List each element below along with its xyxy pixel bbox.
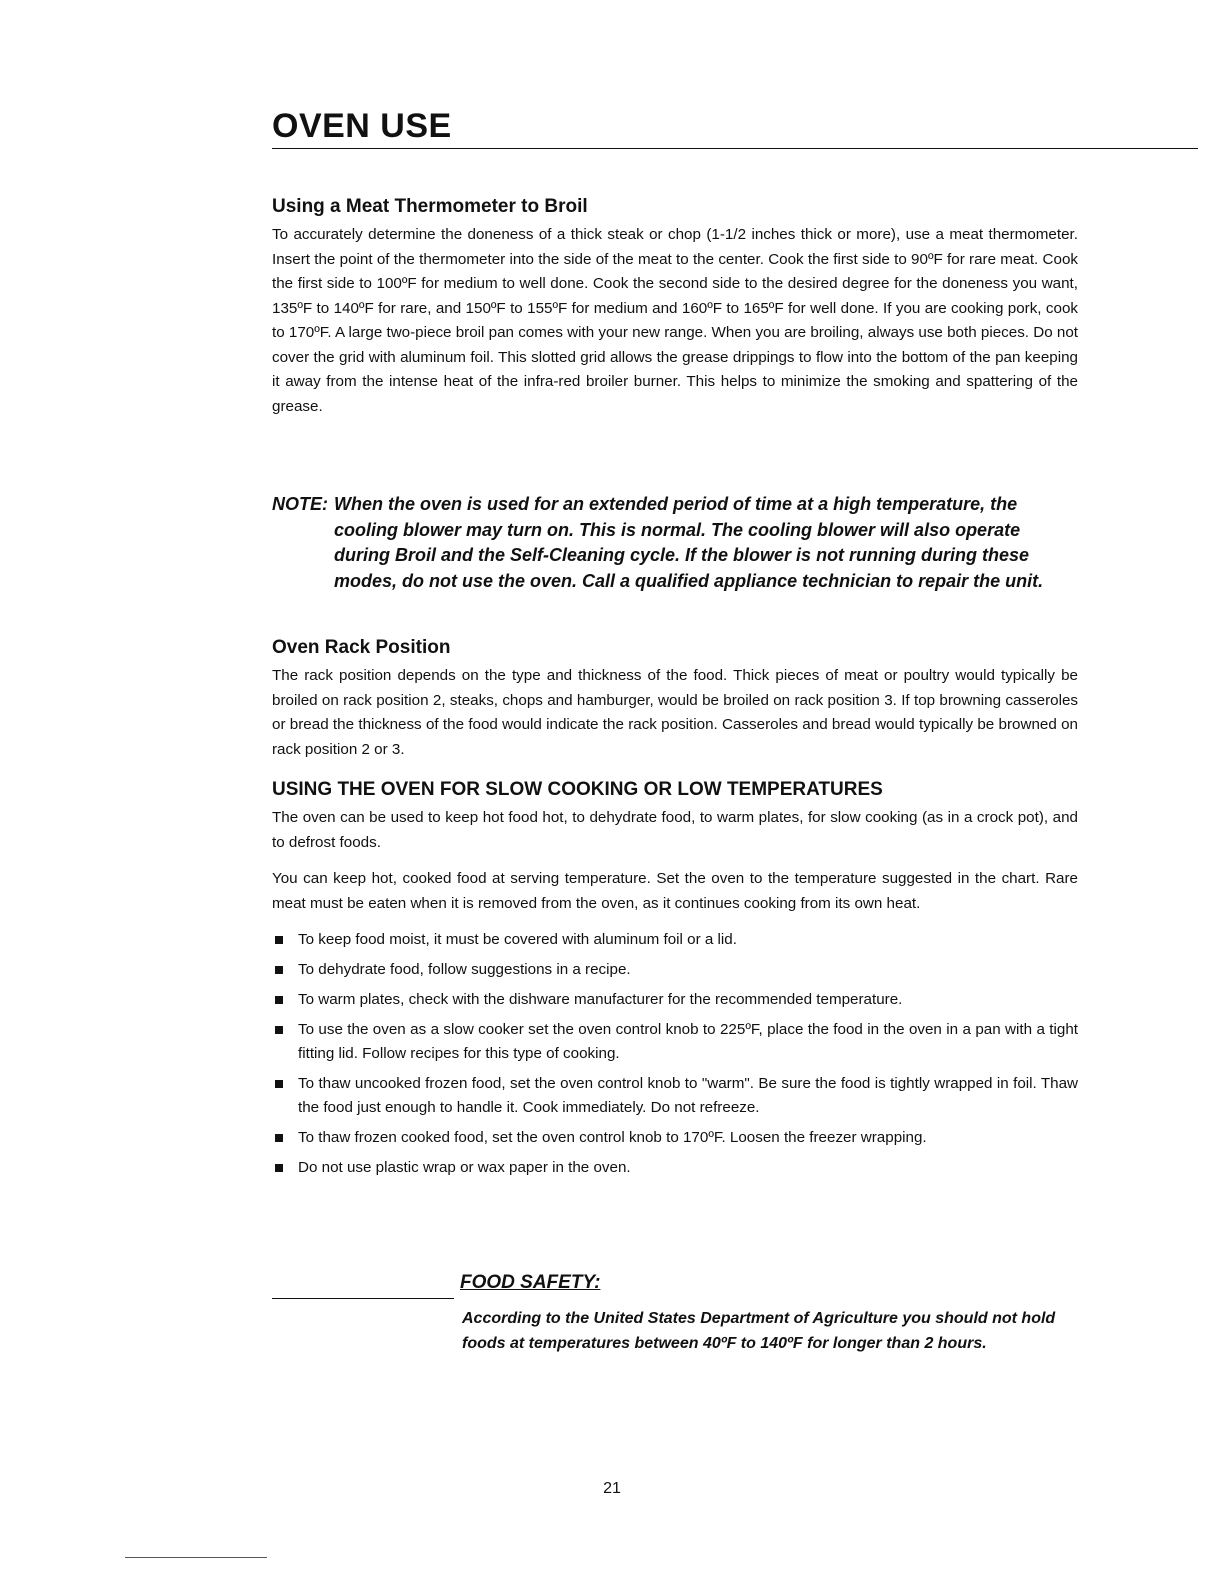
list-item: To dehydrate food, follow suggestions in a recipe. (272, 958, 1078, 982)
list-item: To use the oven as a slow cooker set the oven control knob to 225ºF, place the food in the oven in a pan with a tight fitting lid. Follow recipes for this type of cooking. (272, 1018, 1078, 1066)
food-safety-text: According to the United States Department of Agriculture you should not hold foods at temperatures between 40ºF to 140ºF for longer than 2 hours. (462, 1310, 1056, 1352)
slow-cooking-section (272, 778, 1078, 1186)
square-bullet-icon (275, 1164, 283, 1172)
meat-thermometer-heading: Using a Meat Thermometer to Broil (272, 196, 588, 217)
rack-position-text: The rack position depends on the type and thickness of the food. Thick pieces of meat or poultry would typically be broiled on rack position 2, steaks, chops and hamburger, would be broiled on rack position 3. If top browning casseroles or bread the thickness of the food would indicate the rack position. Casseroles and bread would typically be browned on rack position 2 or 3. (272, 667, 1078, 758)
meat-thermometer-text: To accurately determine the doneness of a thick steak or chop (1-1/2 inches thick or more), use a meat thermometer. Insert the point of the thermometer into the side of the meat to the center. Cook the first side to 90ºF for rare meat. Cook the first side to 100ºF for medium to well done. Cook the second side to the desired degree for the doneness you want, 135ºF to 140ºF for rare, and 150ºF to 155ºF for medium and 160ºF to 165ºF for well done. If you are cooking pork, cook to 170ºF. A large two-piece broil pan comes with your new range. When you are broiling, always use both pieces. Do not cover the grid with aluminum foil. This slotted grid allows the grease drippings to flow into the bottom of the pan keeping it away from the intense heat of the infra-red broiler burner. This helps to minimize the smoking and spattering of the grease. (272, 226, 1078, 415)
note-text: When the oven is used for an extended period of time at a high temperature, the cooling blower may turn on. This is normal. The cooling blower will also operate during Broil and the Self-Cleaning cycle. If the blower is not running during these modes, do not use the oven. Call a qualified appliance technician to repair the unit. (334, 494, 1044, 591)
footer-divider (125, 1557, 267, 1558)
page-title: OVEN USE (272, 104, 1198, 149)
square-bullet-icon (275, 996, 283, 1004)
note-label: NOTE: (272, 494, 328, 514)
square-bullet-icon (275, 966, 283, 974)
food-safety-rule (272, 1298, 454, 1299)
rack-position-section (272, 636, 1078, 762)
slow-cooking-intro: The oven can be used to keep hot food hot, to dehydrate food, to warm plates, for slow cooking (as in a crock pot), and to defrost foods. (272, 809, 1078, 851)
square-bullet-icon (275, 1026, 283, 1034)
square-bullet-icon (275, 1134, 283, 1142)
list-item: Do not use plastic wrap or wax paper in the oven. (272, 1156, 1078, 1180)
page-number: 21 (603, 1480, 621, 1497)
list-item: To warm plates, check with the dishware manufacturer for the recommended temperature. (272, 988, 1078, 1012)
note-block (272, 492, 1062, 594)
slow-cooking-bullets (272, 928, 1078, 1180)
rack-position-heading: Oven Rack Position (272, 637, 451, 658)
list-item: To keep food moist, it must be covered with aluminum foil or a lid. (272, 928, 1078, 952)
meat-thermometer-section (272, 195, 1078, 419)
square-bullet-icon (275, 1080, 283, 1088)
list-item: To thaw frozen cooked food, set the oven control knob to 170ºF. Loosen the freezer wrapping. (272, 1126, 1078, 1150)
square-bullet-icon (275, 936, 283, 944)
food-safety-title: FOOD SAFETY: (460, 1272, 601, 1293)
slow-cooking-para2: You can keep hot, cooked food at serving temperature. Set the oven to the temperature suggested in the chart. Rare meat must be eaten when it is removed from the oven, as it continues cooking from its own heat. (272, 870, 1078, 912)
slow-cooking-heading: USING THE OVEN FOR SLOW COOKING OR LOW TEMPERATURES (272, 779, 883, 800)
list-item: To thaw uncooked frozen food, set the oven control knob to "warm". Be sure the food is tightly wrapped in foil. Thaw the food just enough to handle it. Cook immediately. Do not refreeze. (272, 1072, 1078, 1120)
